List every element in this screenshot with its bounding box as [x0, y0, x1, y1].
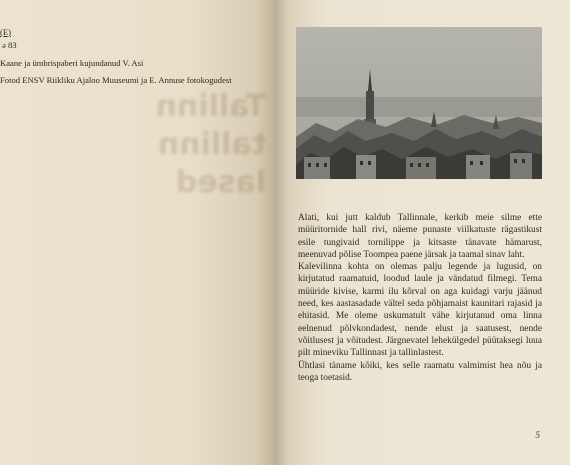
city-rooftops-illustration — [296, 27, 542, 179]
preface-paragraph-1: Alati, kui jutt kaldub Tallinnale, kerkib meie silme ette müüritornide hall rivi, näeme punaste viilkatuste rägastikust esile tungivaid tornilippe ja kitsaste tänavate hämarust, meenuvad põlise Toompea paene järsak ja taamal sinav laht. — [298, 213, 542, 260]
bleed-through-cover-lettering: Tallinn tallinn lased — [155, 89, 266, 200]
cover-design-credit: Kaane ja ümbrispaberi kujundanud V. Asi — [0, 58, 144, 68]
catalog-code-sub: ə 83 — [2, 40, 17, 50]
imprint-credits — [0, 26, 232, 87]
page-number: 5 — [535, 430, 540, 440]
preface-paragraph-3: Ühtlasi täname kõiki, kes selle raamatu valmimist hea nõu ja teoga toetasid. — [298, 360, 542, 383]
preface-text — [298, 212, 542, 384]
right-page — [274, 0, 570, 465]
catalog-code: (E) — [0, 27, 11, 37]
tallinn-old-town-photo — [296, 27, 542, 179]
photo-credit: Fotod ENSV Riikliku Ajaloo Muuseumi ja E. Annuse fotokogudest — [0, 75, 232, 85]
preface-paragraph-2: Kalevilinna kohta on olemas palju legende ja lugusid, on kirjutatud raamatuid, loodud laule ja vändatud filmegi. Tema müüride kivise, karmi ilu kõrval on aga kuidagi varju jäänud need, kes aastasadade vältel seda põhjamaist kaunitari rajasid ja ehitasid. Me oleme uskumatult vähe kirjutanud oma linna eelnenud põlvkondadest, nende elust ja saatusest, nende võitlusest ja võitudest. Järgnevatel lehekülgedel püütaksegi luua pilt mineviku Tallinnast ja tallinlastest. — [298, 262, 542, 359]
left-page — [0, 0, 274, 465]
